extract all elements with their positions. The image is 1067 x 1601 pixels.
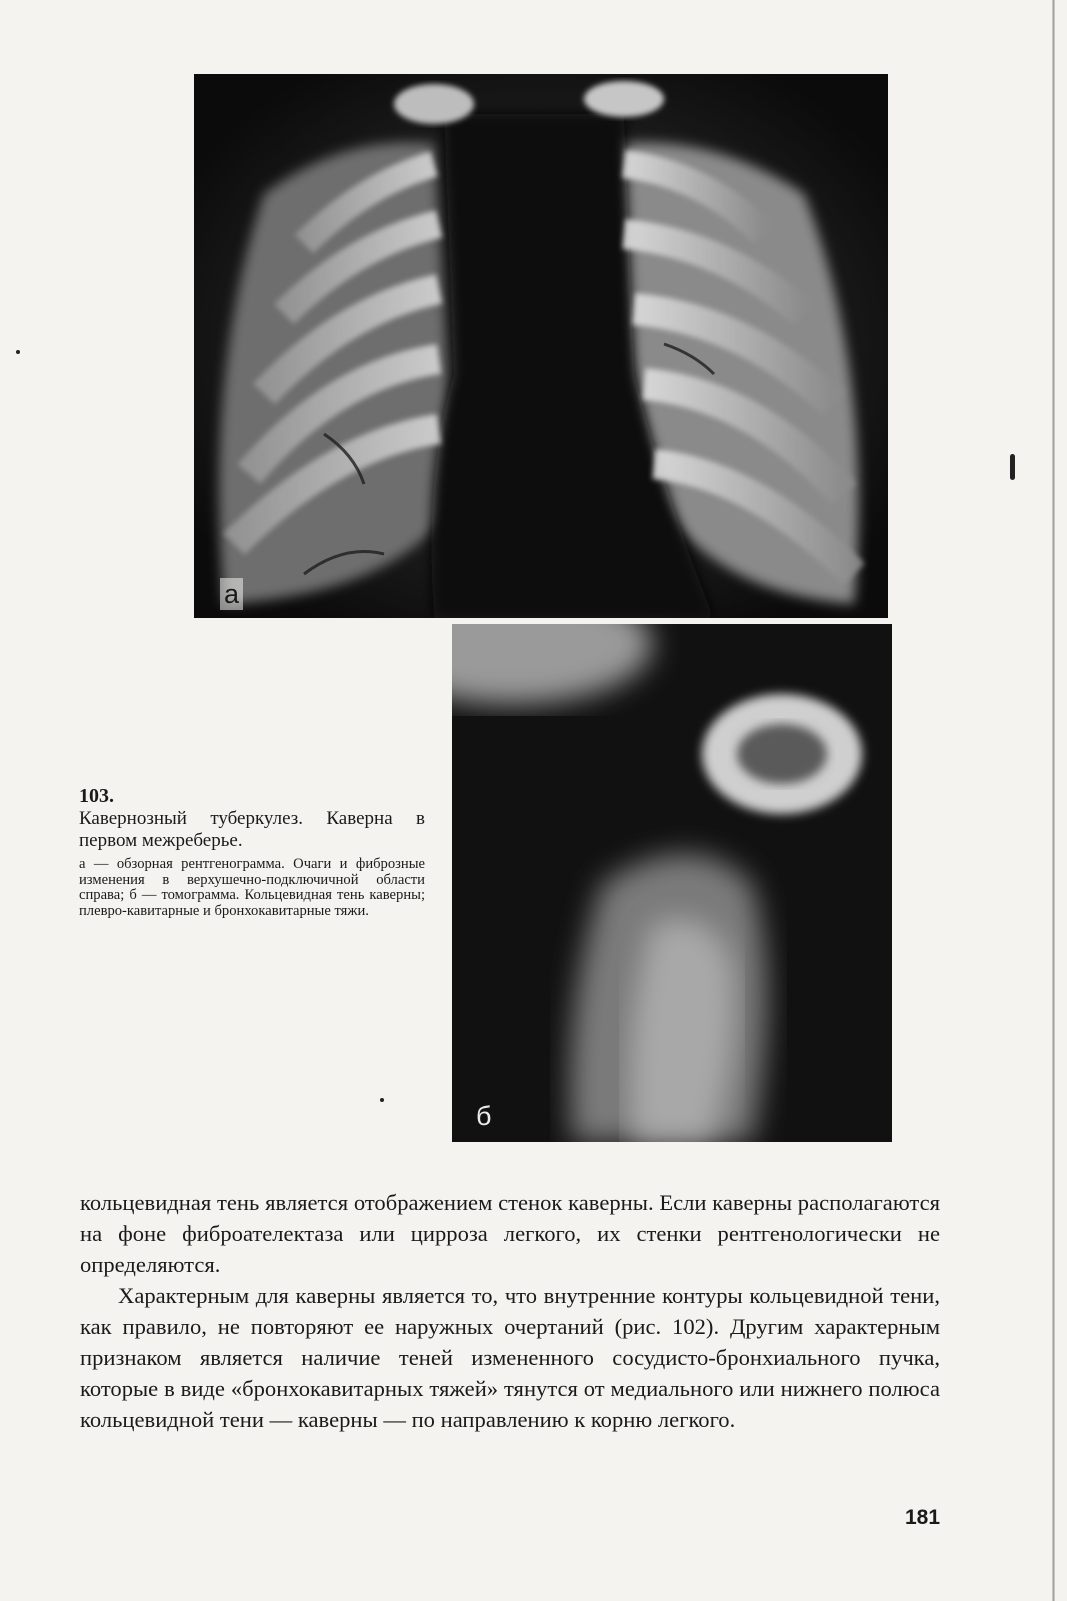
page-number: 181 [905, 1506, 941, 1529]
panel-b-label: б [476, 1101, 492, 1131]
paragraph-2: Характерным для каверны является то, что внутренние контуры кольцевидной тени, как правило, не повторяют ее наружных очертаний (рис. 102). Другим характерным признаком является наличие теней измененного сосудисто-бронхиального пучка, которые в виде «бронхокавитарных тяжей» тянутся от медиального или нижнего полюса кольцевидной тени — каверны — по направлению к корню легкого. [80, 1283, 940, 1432]
tomogram-drawing [452, 624, 892, 1142]
radiograph-a-image [194, 74, 888, 618]
figure-title: Кавернозный туберкулез. Каверна в первом межреберье. [79, 808, 425, 851]
scan-mark [1010, 454, 1015, 480]
paragraph-1: кольцевидная тень является отображением стенок каверны. Если каверны располагаются на фоне фиброателектаза или цирроза легкого, их стенки рентгенологически не определяются. [80, 1190, 940, 1277]
figure-number: 103. [79, 785, 114, 807]
body-text [80, 1187, 940, 1435]
figure-description: а — обзорная рентгенограмма. Очаги и фиброзные изменения в верхушечно-подключичной области справа; б — томограмма. Кольцевидная тень каверны; плевро-кавитарные и бронхокавитарные тяжи. [79, 856, 425, 919]
chest-xray-drawing [194, 74, 888, 618]
tomogram-b-image [452, 624, 892, 1142]
figure-caption [79, 784, 425, 919]
page-edge [1052, 0, 1055, 1601]
scan-dot [380, 1098, 384, 1102]
panel-a-label: а [220, 578, 243, 610]
scan-dot [16, 350, 20, 354]
